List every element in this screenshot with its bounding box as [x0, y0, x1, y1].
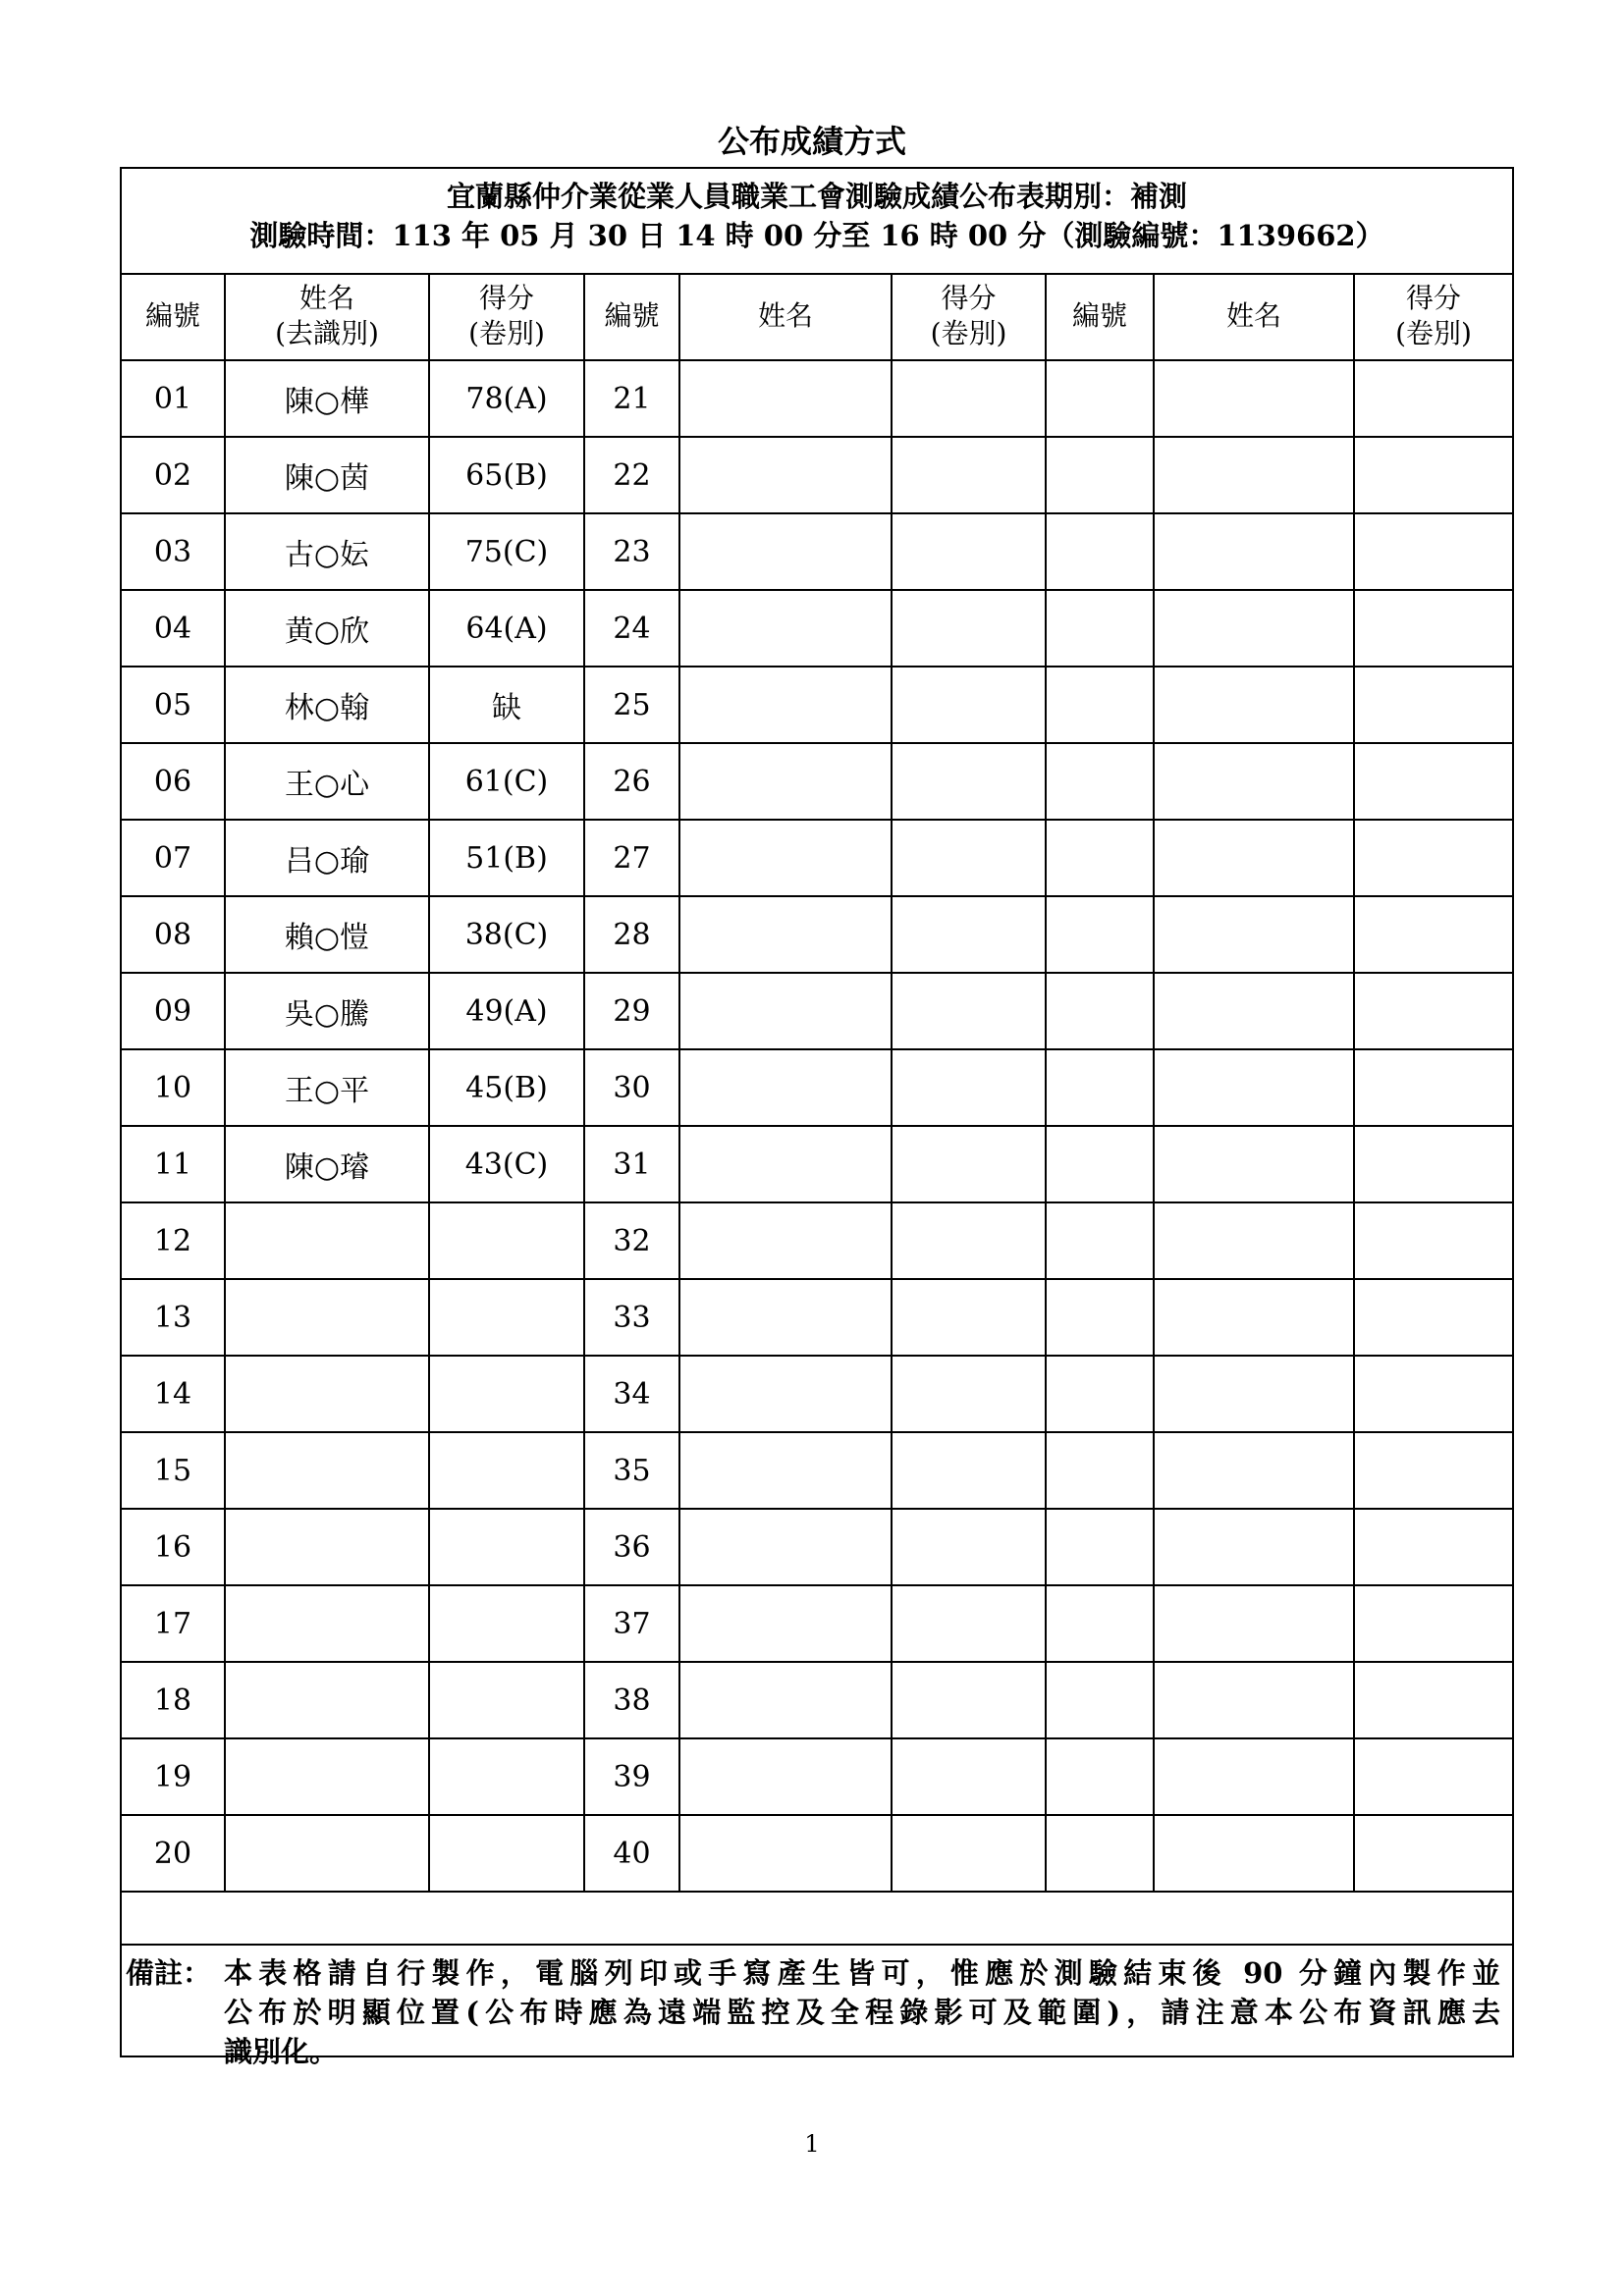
- row-name: [225, 1432, 429, 1509]
- notes-line-3: 識別化。: [224, 2035, 339, 2068]
- row-score-3: [1354, 1815, 1512, 1892]
- row-number-2: 38: [584, 1662, 679, 1738]
- results-form: [120, 167, 1514, 2068]
- table-row: [122, 896, 1512, 973]
- row-score: 51(B): [429, 820, 584, 896]
- table-row: [122, 1126, 1512, 1202]
- row-name: [225, 1509, 429, 1585]
- row-name-3: [1154, 1662, 1354, 1738]
- row-score-2: [892, 513, 1046, 590]
- row-number: 10: [122, 1049, 225, 1126]
- row-name-2: [679, 513, 892, 590]
- row-name-3: [1154, 513, 1354, 590]
- row-number-3: [1046, 1432, 1154, 1509]
- row-name-2: [679, 1202, 892, 1279]
- row-name-3: [1154, 590, 1354, 667]
- row-name-3: [1154, 973, 1354, 1049]
- row-name-2: [679, 1585, 892, 1662]
- row-number-2: 27: [584, 820, 679, 896]
- row-number: 16: [122, 1509, 225, 1585]
- row-number-2: 39: [584, 1738, 679, 1815]
- notes-label: 備註：: [126, 1956, 212, 1990]
- row-name-2: [679, 360, 892, 437]
- row-number: 07: [122, 820, 225, 896]
- row-score: 64(A): [429, 590, 584, 667]
- row-score-2: [892, 743, 1046, 820]
- row-name-3: [1154, 1815, 1354, 1892]
- row-number-3: [1046, 360, 1154, 437]
- row-name-2: [679, 743, 892, 820]
- row-score-3: [1354, 360, 1512, 437]
- row-score: 缺: [429, 667, 584, 743]
- row-number-2: 34: [584, 1356, 679, 1432]
- row-number-3: [1046, 590, 1154, 667]
- row-score-2: [892, 1662, 1046, 1738]
- row-number-2: 26: [584, 743, 679, 820]
- row-name-3: [1154, 1509, 1354, 1585]
- row-name-2: [679, 1662, 892, 1738]
- row-number-3: [1046, 820, 1154, 896]
- row-score-3: [1354, 437, 1512, 513]
- row-score-3: [1354, 513, 1512, 590]
- row-name-3: [1154, 437, 1354, 513]
- row-score: [429, 1432, 584, 1509]
- row-name-3: [1154, 1126, 1354, 1202]
- row-number-3: [1046, 973, 1154, 1049]
- row-score-2: [892, 1356, 1046, 1432]
- row-number-3: [1046, 1662, 1154, 1738]
- row-number-3: [1046, 1126, 1154, 1202]
- table-row: [122, 513, 1512, 590]
- header-name-label: 姓名: [298, 282, 354, 314]
- form-header-exam-time: 測驗時間：113 年 05 月 30 日 14 時 00 分至 16 時 00 分（測驗編號：1139662）: [249, 219, 1384, 252]
- row-score-3: [1354, 820, 1512, 896]
- row-name: [225, 1585, 429, 1662]
- row-score-3: [1354, 896, 1512, 973]
- row-number: 08: [122, 896, 225, 973]
- row-score-2: [892, 1738, 1046, 1815]
- row-number-2: 32: [584, 1202, 679, 1279]
- row-number-2: 23: [584, 513, 679, 590]
- header-score: [429, 273, 584, 360]
- table-row: [122, 743, 1512, 820]
- row-name-2: [679, 1509, 892, 1585]
- row-number-2: 28: [584, 896, 679, 973]
- row-number-3: [1046, 513, 1154, 590]
- row-name-2: [679, 437, 892, 513]
- row-number: 19: [122, 1738, 225, 1815]
- row-name: 吕○瑜: [225, 820, 429, 896]
- row-number-3: [1046, 743, 1154, 820]
- row-number-2: 21: [584, 360, 679, 437]
- row-name: [225, 1815, 429, 1892]
- table-row: [122, 1509, 1512, 1585]
- row-score: 38(C): [429, 896, 584, 973]
- row-score-3: [1354, 1049, 1512, 1126]
- form-header-title: 宜蘭縣仲介業從業人員職業工會測驗成績公布表期別：補測: [446, 180, 1187, 213]
- notes-section: [122, 1944, 1512, 2068]
- row-number-2: 29: [584, 973, 679, 1049]
- row-name: [225, 1279, 429, 1356]
- header-name-2: 姓名: [679, 273, 892, 360]
- header-number: 編號: [122, 273, 225, 360]
- notes-text: [224, 1953, 1500, 2071]
- notes-line-1: 本表格請自行製作，電腦列印或手寫產生皆可，惟應於測驗結束後 90 分鐘內製作並: [224, 1956, 1500, 1990]
- row-score-3: [1354, 1356, 1512, 1432]
- row-score-2: [892, 590, 1046, 667]
- header-score-sub-2: (卷別): [930, 317, 1007, 349]
- row-number-3: [1046, 1738, 1154, 1815]
- row-score-2: [892, 1585, 1046, 1662]
- row-number: 12: [122, 1202, 225, 1279]
- row-number-3: [1046, 667, 1154, 743]
- page-number: 1: [804, 2130, 820, 2158]
- row-name: 吳○騰: [225, 973, 429, 1049]
- row-score-2: [892, 1126, 1046, 1202]
- row-name: [225, 1202, 429, 1279]
- row-name-3: [1154, 743, 1354, 820]
- row-score-2: [892, 1815, 1046, 1892]
- row-score-3: [1354, 1126, 1512, 1202]
- row-score-3: [1354, 1585, 1512, 1662]
- row-name: [225, 1662, 429, 1738]
- row-number-2: 25: [584, 667, 679, 743]
- row-name-3: [1154, 1202, 1354, 1279]
- row-number: 01: [122, 360, 225, 437]
- row-name-2: [679, 1049, 892, 1126]
- header-name: [225, 273, 429, 360]
- row-number-3: [1046, 1356, 1154, 1432]
- header-score-label-2: 得分: [941, 282, 997, 314]
- table-header-row: [122, 273, 1512, 360]
- row-score-2: [892, 973, 1046, 1049]
- header-score-sub-3: (卷別): [1395, 317, 1472, 349]
- table-row: [122, 1049, 1512, 1126]
- table-row: [122, 1662, 1512, 1738]
- row-number-3: [1046, 437, 1154, 513]
- row-name: 王○平: [225, 1049, 429, 1126]
- row-number-2: 33: [584, 1279, 679, 1356]
- header-score-2: [892, 273, 1046, 360]
- row-score-3: [1354, 1432, 1512, 1509]
- row-name: 陳○璿: [225, 1126, 429, 1202]
- row-name-2: [679, 1279, 892, 1356]
- row-number-3: [1046, 1815, 1154, 1892]
- row-number: 03: [122, 513, 225, 590]
- table-row: [122, 1738, 1512, 1815]
- row-name-2: [679, 1432, 892, 1509]
- row-number: 09: [122, 973, 225, 1049]
- row-name: 陳○茵: [225, 437, 429, 513]
- header-score-3: [1354, 273, 1512, 360]
- row-number: 02: [122, 437, 225, 513]
- row-number: 11: [122, 1126, 225, 1202]
- row-name-2: [679, 667, 892, 743]
- row-score: [429, 1738, 584, 1815]
- row-score-3: [1354, 973, 1512, 1049]
- row-number-2: 30: [584, 1049, 679, 1126]
- row-name: 古○妘: [225, 513, 429, 590]
- table-row: [122, 973, 1512, 1049]
- row-number: 17: [122, 1585, 225, 1662]
- row-score: 78(A): [429, 360, 584, 437]
- row-number-3: [1046, 1202, 1154, 1279]
- row-score-3: [1354, 1662, 1512, 1738]
- row-number-3: [1046, 1585, 1154, 1662]
- row-score-3: [1354, 1738, 1512, 1815]
- row-number-3: [1046, 1509, 1154, 1585]
- header-score-sub: (卷別): [468, 317, 545, 349]
- row-score-2: [892, 820, 1046, 896]
- row-score-2: [892, 1279, 1046, 1356]
- row-number-2: 36: [584, 1509, 679, 1585]
- row-number-2: 40: [584, 1815, 679, 1892]
- row-number: 04: [122, 590, 225, 667]
- row-score: [429, 1279, 584, 1356]
- row-name-2: [679, 1126, 892, 1202]
- row-name: [225, 1356, 429, 1432]
- row-name: 陳○樺: [225, 360, 429, 437]
- header-name-3: 姓名: [1154, 273, 1354, 360]
- row-name-2: [679, 896, 892, 973]
- form-header: [122, 169, 1512, 275]
- row-name: 林○翰: [225, 667, 429, 743]
- row-name: 賴○愷: [225, 896, 429, 973]
- row-number: 15: [122, 1432, 225, 1509]
- row-name-3: [1154, 1738, 1354, 1815]
- row-score-3: [1354, 1279, 1512, 1356]
- row-name-2: [679, 590, 892, 667]
- row-number: 18: [122, 1662, 225, 1738]
- row-name-2: [679, 1815, 892, 1892]
- row-name-3: [1154, 1585, 1354, 1662]
- document-title: 公布成績方式: [717, 123, 906, 160]
- table-row: [122, 1279, 1512, 1356]
- row-name-2: [679, 973, 892, 1049]
- row-score: [429, 1662, 584, 1738]
- notes-line-2: 公布於明顯位置(公布時應為遠端監控及全程錄影可及範圍)，請注意本公布資訊應去: [224, 1996, 1500, 2029]
- row-name-3: [1154, 667, 1354, 743]
- table-row: [122, 1585, 1512, 1662]
- table-row: [122, 820, 1512, 896]
- row-name-2: [679, 1356, 892, 1432]
- row-name: [225, 1738, 429, 1815]
- row-score-3: [1354, 667, 1512, 743]
- row-score-2: [892, 1432, 1046, 1509]
- row-number-3: [1046, 1049, 1154, 1126]
- header-name-sub: (去識別): [275, 317, 379, 349]
- row-name-3: [1154, 1279, 1354, 1356]
- row-number: 06: [122, 743, 225, 820]
- row-score: 65(B): [429, 437, 584, 513]
- row-score-3: [1354, 1202, 1512, 1279]
- row-name-3: [1154, 820, 1354, 896]
- row-score-3: [1354, 1509, 1512, 1585]
- row-name-2: [679, 1738, 892, 1815]
- header-number-2: 編號: [584, 273, 679, 360]
- header-number-3: 編號: [1046, 273, 1154, 360]
- table-row: [122, 360, 1512, 437]
- row-score: 43(C): [429, 1126, 584, 1202]
- row-name-3: [1154, 1049, 1354, 1126]
- row-score-2: [892, 360, 1046, 437]
- row-score: 45(B): [429, 1049, 584, 1126]
- table-row: [122, 1432, 1512, 1509]
- header-score-label-3: 得分: [1405, 282, 1461, 314]
- row-name: 王○心: [225, 743, 429, 820]
- row-number-2: 31: [584, 1126, 679, 1202]
- row-number-3: [1046, 896, 1154, 973]
- header-score-label: 得分: [478, 282, 534, 314]
- row-name-3: [1154, 1356, 1354, 1432]
- row-score: 49(A): [429, 973, 584, 1049]
- table-row: [122, 437, 1512, 513]
- row-score: 75(C): [429, 513, 584, 590]
- row-name-2: [679, 820, 892, 896]
- row-score-2: [892, 437, 1046, 513]
- table-row: [122, 1202, 1512, 1279]
- row-name-3: [1154, 896, 1354, 973]
- row-score-3: [1354, 743, 1512, 820]
- row-score-2: [892, 667, 1046, 743]
- table-row: [122, 1815, 1512, 1892]
- row-number-2: 24: [584, 590, 679, 667]
- row-name-3: [1154, 360, 1354, 437]
- table-row: [122, 667, 1512, 743]
- row-number-2: 35: [584, 1432, 679, 1509]
- row-number: 05: [122, 667, 225, 743]
- row-score-2: [892, 1202, 1046, 1279]
- row-score: [429, 1356, 584, 1432]
- row-score: [429, 1509, 584, 1585]
- row-score-2: [892, 896, 1046, 973]
- row-number: 13: [122, 1279, 225, 1356]
- table-row: [122, 590, 1512, 667]
- row-score-2: [892, 1049, 1046, 1126]
- results-table: [122, 273, 1512, 1893]
- row-name: 黄○欣: [225, 590, 429, 667]
- row-score-2: [892, 1509, 1046, 1585]
- row-score: [429, 1202, 584, 1279]
- row-number: 14: [122, 1356, 225, 1432]
- row-number-3: [1046, 1279, 1154, 1356]
- row-score-3: [1354, 590, 1512, 667]
- row-number-2: 37: [584, 1585, 679, 1662]
- row-number-2: 22: [584, 437, 679, 513]
- row-number: 20: [122, 1815, 225, 1892]
- table-body: [122, 360, 1512, 1892]
- table-row: [122, 1356, 1512, 1432]
- row-name-3: [1154, 1432, 1354, 1509]
- row-score: [429, 1815, 584, 1892]
- row-score: [429, 1585, 584, 1662]
- row-score: 61(C): [429, 743, 584, 820]
